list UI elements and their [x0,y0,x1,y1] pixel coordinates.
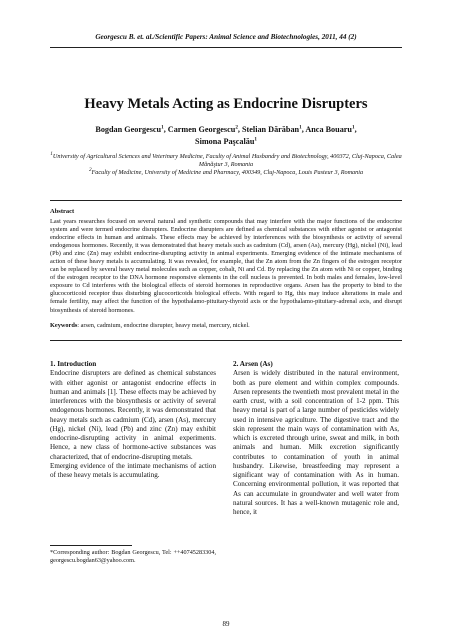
page-number: 89 [222,620,230,628]
author-name: Stelian Dărăban [242,125,300,134]
affiliation-marker: 1 [161,124,164,131]
affiliation-marker: 1 [299,124,302,131]
introduction-paragraph-2: Emerging evidence of the intimate mechanisms of action of these heavy metals is accumulating. [50,461,216,479]
affiliation-marker: 2 [235,124,238,131]
section-heading-arsen: 2. Arsen (As) [233,360,273,368]
corresponding-author-footnote: *Corresponding author: Bogdan Georgescu, Tel: ++40745283304, georgescu.bogdan63@yahoo.com. [50,549,216,564]
author-name: Bogdan Georgescu [95,125,162,134]
author-list [60,124,392,148]
affiliations [50,150,402,177]
journal-header: Georgescu B. et. al./Scientific Papers: Animal Science and Biotechnologies, 2011, 44 (2) [95,33,357,41]
abstract-bottom-divider [50,340,402,341]
header-divider [50,47,402,48]
paper-title: Heavy Metals Acting as Endocrine Disrupters [84,96,368,112]
abstract-top-divider [50,200,402,201]
abstract-heading: Abstract [50,208,75,215]
introduction-paragraph-1: Endocrine disrupters are defined as chemical substances with either agonist or antagonist endocrine effects in human and animals [1]. These effects may be achieved by interferences with the biosynthesis or activity of several endogenous hormones. Recently, it was demonstrated that heavy metals such as cadmium (Cd), arsen (As), mercury (Hg), nickel (Ni), lead (Pb) and zinc (Zn) may exhibit endocrine-disrupting activity in animal experiments. Hence, a new class of hormone-active substances was characterized, that of endocrine-disrupting metals. [50,369,216,461]
author-name: Simona Paşcalău [195,137,255,146]
left-column [50,360,216,480]
affiliation-marker: 1 [254,136,257,143]
affiliation-marker: 1 [351,124,355,131]
affiliation-2: $^2$Faculty of Medicine, University of Medicine and Pharmacy, 400349, Cluj-Napoca, Louis Pasteur 3, Romania [88,166,364,176]
keywords [50,322,402,330]
abstract-text: Last years researches focused on several natural and synthetic compounds that may interfere with the major functions of the endocrine system and were termed endocrine disrupters. Endocrine disrupters are defined as chemical substances with either agonist or antagonist endocrine effects in human and animals. These effects may be achieved by interferences with the biosynthesis or activity of several endogenous hormones. Recently, it was demonstrated that heavy metals such as cadmium (Cd), arsen (As), mercury (Hg), nickel (Ni), lead (Pb) and zinc (Zn) may exhibit endocrine-disrupting activity in animal experiments. Emerging evidence of the intimate mechanisms of action of these heavy metals is accumulating. It was revealed, for example, that the Zn atom from the Zn fingers of the estrogen receptor can be replaced by several heavy metal molecules such as copper, cobalt, Ni and Cd. By replacing the Zn atom with Ni or copper, binding of the estrogen receptor to the DNA hormone responsive elements in the cell nucleus is prevented. In both males and females, low-level exposure to Cd interferes with the biological effects of steroid hormones in reproductive organs. Arsen has the property to bind to the glucocorticoid receptor thus disturbing glucocorticoids biological effects. With regard to Hg, this may induce alterations in male and female fertility, may affect the function of the hypothalamo-pituitary-thyroid axis or the hypothalamo-pituitary-adrenal axis, and disrupt biosynthesis of steroid hormones. [50,218,402,314]
author-name: Anca Bouaru [305,125,352,134]
keywords-text: : arsen, cadmium, endocrine disrupter, heavy metal, mercury, nickel. [77,322,250,329]
arsen-paragraph: Arsen is widely distributed in the natural environment, both as pure element and within complex compounds. Arsen represents the twentieth most prevalent metal in the earth crust, with a soil concentration of 1-2 ppm. This heavy metal is part of a large number of pesticides widely used in intensive agriculture. The digestive tract and the skin represent the main ways of contamination with As, which is excreted through urine, sweat and milk, in both animals and human. Milk excretion significantly contributes to contamination of youth in animal husbandry. Likewise, breastfeeding may represent a significant way of contamination with As in human. Concerning environmental pollution, it was reported that As can accumulate in groundwater and well water from natural sources. It has a well-known mutagenic role and, hence, it [233,369,399,516]
section-heading-introduction: 1. Introduction [50,360,97,368]
author-line-1: Bogdan Georgescu$^1$, Carmen Georgescu$^2$, Stelian Dărăban$^1$, Anca Bouaru$^1$, [95,124,357,134]
author-name: Carmen Georgescu [167,125,236,134]
affiliation-1: $^1$University of Agricultural Sciences and Veterinary Medicine, Faculty of Animal Husbandry and Biotechnology, 400372, Cluj-Napoca, Calea Mănăştur 3, Romania [50,150,402,168]
keywords-label: Keywords [50,322,78,329]
footnote-divider [50,545,132,546]
right-column [233,360,399,517]
author-line-2 [60,136,392,148]
